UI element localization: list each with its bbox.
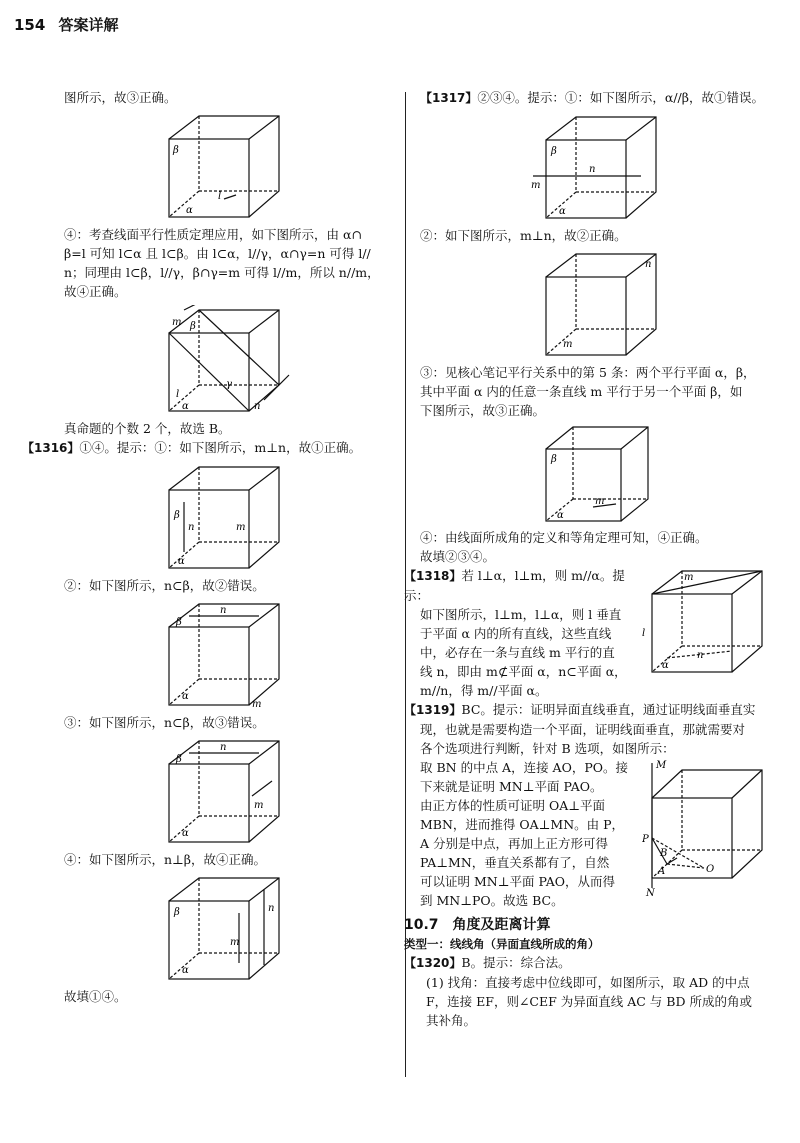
label-alpha: α xyxy=(662,660,669,671)
label-m: m xyxy=(172,317,182,328)
text-line: 现，也就是需要构造一个平面，证明线面垂直，那就需要对 xyxy=(420,722,746,737)
text-line: ④：如下图所示，n⊥β，故④正确。 xyxy=(64,852,267,867)
right-column xyxy=(404,88,772,1030)
question-text: ②③④。提示：①：如下图所示，α//β，故①错误。 xyxy=(477,90,764,105)
text-line: ②：如下图所示，m⊥n，故②正确。 xyxy=(420,228,627,243)
label-alpha: α xyxy=(182,401,189,412)
text-line: PA⊥MN，垂直关系都有了，自然 xyxy=(420,855,610,870)
label-alpha: α xyxy=(182,691,189,702)
text-line: 线 n，即由 m⊄平面 α，n⊂平面 α， xyxy=(420,664,627,679)
question-text: BC。提示：证明异面直线垂直，通过证明线面垂直实 xyxy=(461,702,756,717)
label-M: M xyxy=(656,760,667,771)
text-line: A 分别是中点，再加上正方形可得 xyxy=(420,836,609,851)
label-gamma: γ xyxy=(226,379,232,390)
text-line: 真命题的个数 2 个，故选 B。 xyxy=(64,421,231,436)
text-line: n；同理由 l⊂β，l//γ，β∩γ=m 可得 l//m，所以 n//m， xyxy=(64,265,380,280)
label-n: n xyxy=(589,164,596,175)
cube-figure-2 xyxy=(164,305,294,415)
cube-figure-7 xyxy=(531,112,661,222)
label-m: m xyxy=(531,180,541,191)
text-line: 故填①④。 xyxy=(64,989,127,1004)
label-alpha: α xyxy=(186,205,193,216)
question-1319-block xyxy=(420,758,772,910)
section-title: 10.7 角度及距离计算 xyxy=(404,917,551,933)
cube-figure-6 xyxy=(164,873,294,983)
section-block xyxy=(404,916,772,1030)
question-text: ①④。提示：①：如下图所示，m⊥n，故①正确。 xyxy=(79,440,362,455)
text-line: F，连接 EF，则∠CEF 为异面直线 AC 与 BD 所成的角或 xyxy=(426,994,752,1009)
question-1317 xyxy=(420,88,772,108)
page-title: 答案详解 xyxy=(58,16,119,34)
label-O: O xyxy=(706,864,715,875)
label-n: n xyxy=(268,903,275,914)
text-line: 故填②③④。 xyxy=(420,549,496,564)
text-line: ③：如下图所示，n⊂β，故③错误。 xyxy=(64,715,265,730)
text-line: ④：由线面所成角的定义和等角定理可知，④正确。 xyxy=(420,530,708,545)
label-m: m xyxy=(252,699,262,709)
cube-figure-5 xyxy=(164,736,294,846)
label-beta: β xyxy=(551,454,557,465)
text-line: 下来就是证明 MN⊥平面 PAO。 xyxy=(420,779,603,794)
cube-figure-8 xyxy=(531,249,661,359)
label-n: n xyxy=(645,259,652,270)
label-beta: β xyxy=(173,145,179,156)
text-line: 故④正确。 xyxy=(64,284,127,299)
label-m: m xyxy=(684,572,694,583)
label-alpha: α xyxy=(557,510,564,521)
label-beta: β xyxy=(176,617,182,628)
text-line: ②：如下图所示，n⊂β，故②错误。 xyxy=(64,578,265,593)
text-line: 其补角。 xyxy=(426,1013,477,1028)
label-m: m xyxy=(563,339,573,350)
page-header xyxy=(14,14,127,35)
left-column xyxy=(22,88,394,1006)
label-beta: β xyxy=(176,754,182,765)
text-line: 如下图所示，l⊥m，l⊥α，则 l 垂直 xyxy=(420,607,622,622)
label-m: m xyxy=(595,496,605,507)
cube-figure-4 xyxy=(164,599,294,709)
label-n: n xyxy=(220,605,227,616)
text-line: m//n，得 m//平面 α。 xyxy=(420,683,548,698)
cube-figure-10 xyxy=(642,566,772,676)
text-line: 图所示，故③正确。 xyxy=(64,90,177,105)
label-B: B xyxy=(660,848,668,859)
label-beta: β xyxy=(174,907,180,918)
text-line: 于平面 α 内的所有直线，这些直线 xyxy=(420,626,612,641)
question-1318-block xyxy=(404,566,772,700)
label-n: n xyxy=(254,401,261,412)
cube-figure-3 xyxy=(164,462,294,572)
text-line: β=l 可知 l⊂α 且 l⊂β。由 l⊂α，l//γ，α∩γ=n 可得 l// xyxy=(64,246,371,261)
text-line: MBN，进而推得 OA⊥MN。由 P， xyxy=(420,817,625,832)
text-line: ④：考查线面平行性质定理应用，如下图所示，由 α∩ xyxy=(64,227,362,242)
label-alpha: α xyxy=(559,206,566,217)
label-l: l xyxy=(176,389,180,400)
question-number: 【1318】 xyxy=(404,569,462,583)
label-alpha: α xyxy=(182,828,189,839)
text-line: 取 BN 的中点 A，连接 AO，PO。接 xyxy=(420,760,628,775)
label-n: n xyxy=(220,742,227,753)
label-N: N xyxy=(646,888,655,898)
question-number: 【1316】 xyxy=(22,441,80,455)
question-number: 【1320】 xyxy=(404,956,462,970)
page-number: 154 xyxy=(14,16,46,34)
question-text: 若 l⊥α，l⊥m，则 m//α。提示： xyxy=(404,568,625,603)
label-l: l xyxy=(218,191,222,202)
text-line: 可以证明 MN⊥平面 PAO，从而得 xyxy=(420,874,615,889)
question-1320 xyxy=(404,953,772,973)
question-1319 xyxy=(404,700,772,720)
text-line: 到 MN⊥PO。故选 BC。 xyxy=(420,893,564,908)
text-line: 中，必存在一条与直线 m 平行的直 xyxy=(420,645,615,660)
label-n: n xyxy=(697,650,704,661)
label-l: l xyxy=(642,628,646,639)
text-line: 各个选项进行判断，针对 B 选项，如图所示： xyxy=(420,741,675,756)
label-P: P xyxy=(642,834,649,845)
question-1316 xyxy=(22,438,394,458)
label-m: m xyxy=(254,800,264,811)
label-m: m xyxy=(236,522,246,533)
cube-figure-11 xyxy=(642,758,772,898)
text-line: 其中平面 α 内的任意一条直线 m 平行于另一个平面 β，如 xyxy=(420,384,743,399)
label-alpha: α xyxy=(178,556,185,567)
question-text: B。提示：综合法。 xyxy=(461,955,571,970)
text-line: 下图所示，故③正确。 xyxy=(420,403,546,418)
cube-figure-9 xyxy=(531,424,661,524)
label-beta: β xyxy=(551,146,557,157)
question-1318 xyxy=(404,566,642,605)
label-m: m xyxy=(230,937,240,948)
cube-figure-1 xyxy=(164,111,294,221)
label-n: n xyxy=(188,522,195,533)
type-heading: 类型一：线线角（异面直线所成的角） xyxy=(404,937,600,951)
label-alpha: α xyxy=(182,965,189,976)
text-line: (1) 找角：直接考虑中位线即可，如图所示，取 AD 的中点 xyxy=(426,975,750,990)
label-beta: β xyxy=(174,510,180,521)
label-A: A xyxy=(658,866,666,877)
question-number: 【1319】 xyxy=(404,703,462,717)
question-number: 【1317】 xyxy=(420,91,478,105)
text-line: ③：见核心笔记平行关系中的第 5 条：两个平行平面 α，β， xyxy=(420,365,756,380)
text-line: 由正方体的性质可证明 OA⊥平面 xyxy=(420,798,606,813)
label-beta: β xyxy=(190,321,196,332)
